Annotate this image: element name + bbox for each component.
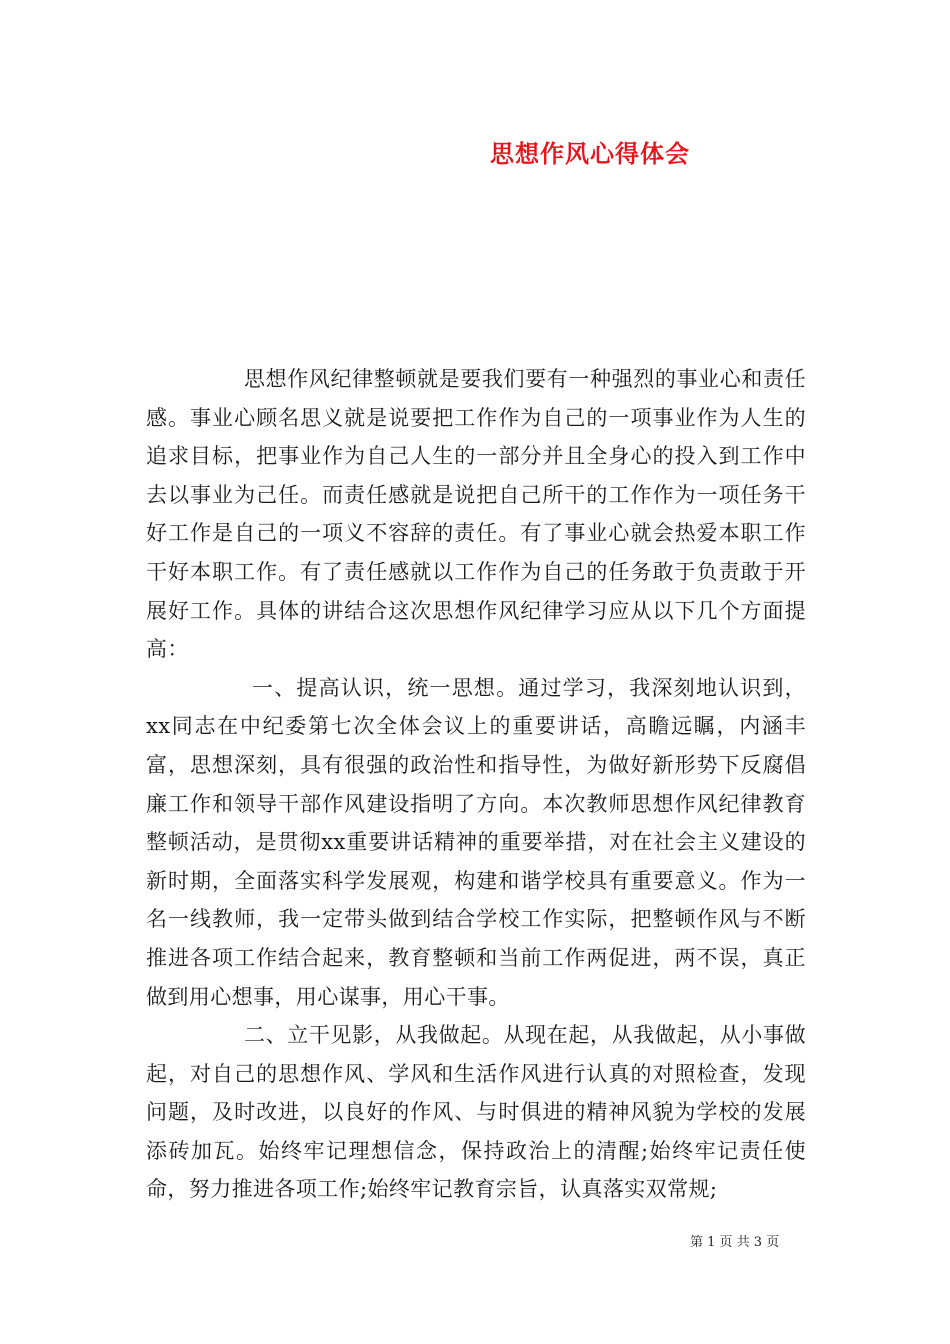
document-body: [146, 360, 806, 1209]
paragraph-point-one: 一、提高认识，统一思想。通过学习，我深刻地认识到，xx同志在中纪委第七次全体会议上的重要讲话，高瞻远瞩，内涵丰富，思想深刻，具有很强的政治性和指导性，为做好新形势下反腐倡廉工作和领导干部作风建设指明了方向。本次教师思想作风纪律教育整顿活动，是贯彻xx重要讲话精神的重要举措，对在社会主义建设的新时期，全面落实科学发展观，构建和谐学校具有重要意义。作为一名一线教师，我一定带头做到结合学校工作实际，把整顿作风与不断推进各项工作结合起来，教育整顿和当前工作两促进，两不误，真正做到用心想事，用心谋事，用心干事。: [146, 675, 806, 1009]
page-number-footer: 第 1 页 共 3 页: [690, 1235, 780, 1250]
paragraph-intro: 思想作风纪律整顿就是要我们要有一种强烈的事业心和责任感。事业心顾名思义就是说要把工作作为自己的一项事业作为人生的追求目标，把事业作为自己人生的一部分并且全身心的投入到工作中去以事业为己任。而责任感就是说把自己所干的工作作为一项任务干好工作是自己的一项义不容辞的责任。有了事业心就会热爱本职工作干好本职工作。有了责任感就以工作作为自己的任务敢于负责敢于开展好工作。具体的讲结合这次思想作风纪律学习应从以下几个方面提高：: [146, 367, 806, 662]
document-title: 思想作风心得体会: [490, 139, 690, 168]
paragraph-point-two: 二、立干见影，从我做起。从现在起，从我做起，从小事做起，对自己的思想作风、学风和生活作风进行认真的对照检查，发现问题，及时改进，以良好的作风、与时俱进的精神风貌为学校的发展添砖加瓦。始终牢记理想信念，保持政治上的清醒;始终牢记责任使命，努力推进各项工作;始终牢记教育宗旨，认真落实双常规;: [146, 1023, 806, 1202]
